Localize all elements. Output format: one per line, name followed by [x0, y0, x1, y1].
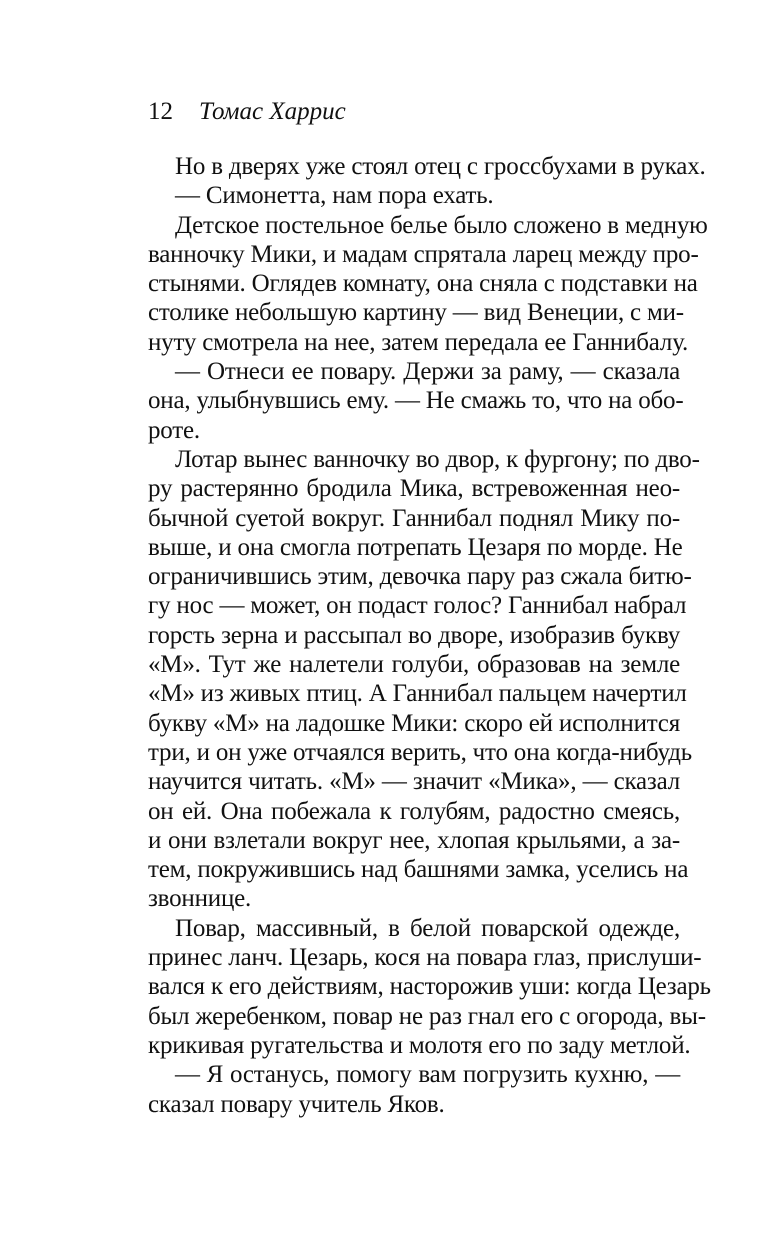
text-line: Детское постельное белье было сложено в медную	[175, 211, 708, 239]
page-number: 12	[148, 98, 173, 125]
text-line: он ей. Она побежала к голубям, радостно смеясь,	[148, 797, 680, 825]
text-line: Но в дверях уже стоял отец с гроссбухами в руках.	[175, 153, 706, 180]
text-line: Лотар вынес ванночку во двор, к фургону; по дво-	[175, 445, 700, 473]
page-header	[148, 98, 346, 130]
text-line: выше, и она смогла потрепать Цезаря по морде. Не	[148, 533, 683, 561]
text-line: гу нос — может, он подаст голос? Ганнибал набрал	[148, 592, 687, 620]
text-line: роте.	[148, 416, 200, 444]
text-line: звоннице.	[148, 885, 252, 913]
body-text	[148, 152, 711, 1119]
text-line: — Отнеси ее повару. Держи за раму, — сказала	[175, 358, 680, 386]
text-line: ру растерянно бродила Мика, встревоженная нео-	[148, 475, 680, 503]
text-line: — Симонетта, нам пора ехать.	[175, 182, 494, 210]
text-line: она, улыбнувшись ему. — Не смажь то, что на обо-	[148, 387, 684, 415]
text-line: столике небольшую картину — вид Венеции, с ми-	[148, 299, 684, 327]
text-line: «М». Тут же налетели голуби, образовав на земле	[148, 651, 680, 679]
text-line: стынями. Оглядев комнату, она сняла с подставки на	[148, 270, 698, 298]
text-line: ограничившись этим, девочка пару раз сжала битю-	[148, 563, 692, 591]
text-line: принес ланч. Цезарь, кося на повара глаз, прислуши-	[148, 944, 702, 972]
text-line: крикивая ругательства и молотя его по заду метлой.	[148, 1031, 691, 1059]
text-line: тем, покружившись над башнями замка, уселись на	[148, 856, 689, 884]
text-line: горсть зерна и рассыпал во дворе, изобразив букву	[148, 621, 680, 649]
text-line: бычной суетой вокруг. Ганнибал поднял Мику по-	[148, 504, 680, 532]
text-line: вался к его действиям, насторожив уши: когда Цезарь	[148, 973, 711, 1001]
text-line: научится читать. «М» — значит «Мика», — сказал	[148, 768, 680, 796]
text-line: сказал повару учитель Яков.	[148, 1090, 445, 1118]
text-line: три, и он уже отчаялся верить, что она когда-нибудь	[148, 738, 692, 766]
text-line: и они взлетали вокруг нее, хлопая крыльями, а за-	[148, 826, 680, 854]
text-line: нуту смотрела на нее, затем передала ее Ганнибалу.	[148, 328, 689, 356]
text-line: букву «М» на ладошке Мики: скоро ей исполнится	[148, 709, 680, 737]
text-line: был жеребенком, повар не раз гнал его с огорода, вы-	[148, 1002, 706, 1030]
text-line: — Я останусь, помогу вам погрузить кухню, —	[175, 1061, 680, 1089]
text-line: Повар, массивный, в белой поварской одежде,	[175, 914, 680, 942]
text-line: ванночку Мики, и мадам спрятала ларец между про-	[148, 240, 699, 268]
text-line: «М» из живых птиц. А Ганнибал пальцем начертил	[148, 680, 687, 708]
running-head-author: Томас Харрис	[199, 98, 346, 125]
